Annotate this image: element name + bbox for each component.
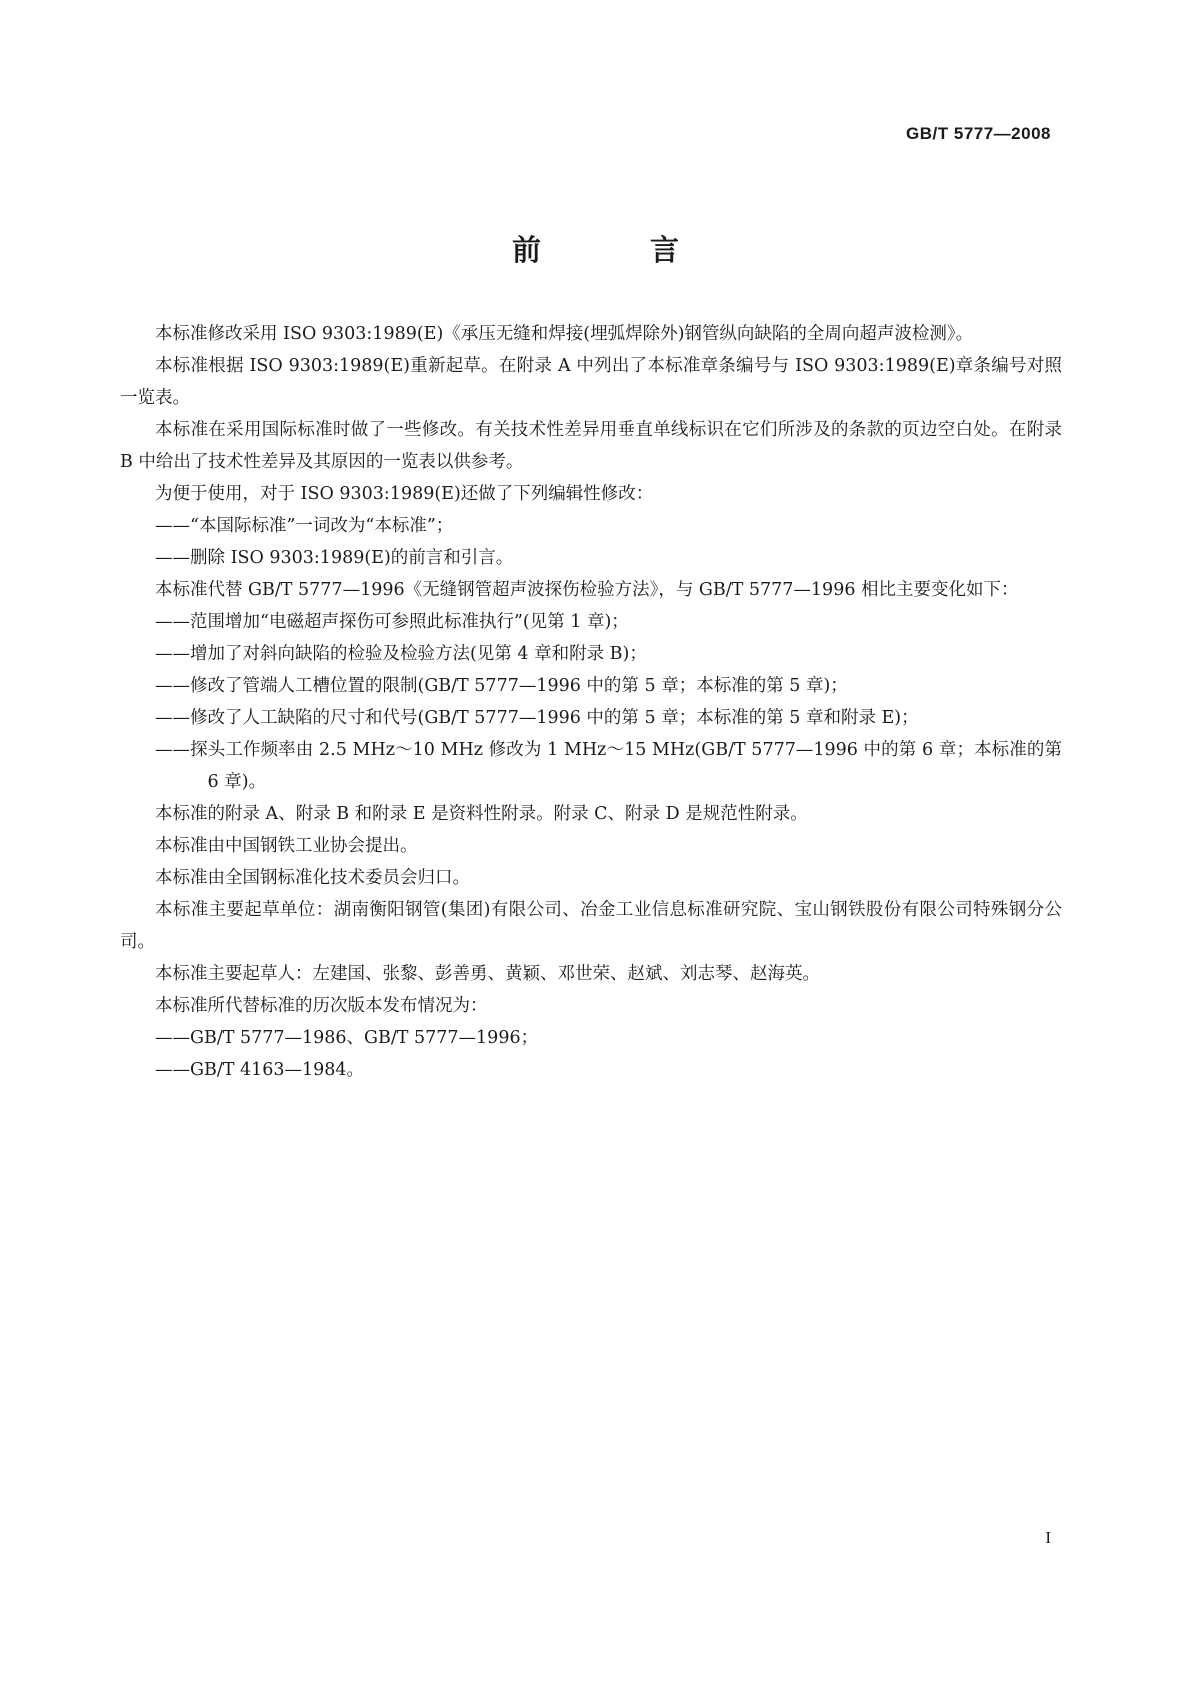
paragraph: 本标准由全国钢标准化技术委员会归口。 [155, 868, 470, 888]
list-item: ——“本国际标准”一词改为“本标准”； [155, 516, 454, 536]
list-item: ——GB/T 4163—1984。 [155, 1060, 365, 1080]
paragraph: 本标准由中国钢铁工业协会提出。 [155, 836, 418, 856]
list-item: ——修改了管端人工槽位置的限制(GB/T 5777—1996 中的第 5 章；本标准的第 5 章)； [155, 676, 848, 696]
paragraph: 本标准代替 GB/T 5777—1996《无缝钢管超声波探伤检验方法》，与 GB/T 5777—1996 相比主要变化如下： [155, 580, 1019, 600]
list-item: ——增加了对斜向缺陷的检验及检验方法(见第 4 章和附录 B)； [155, 644, 647, 664]
list-item: ——删除 ISO 9303:1989(E)的前言和引言。 [155, 548, 514, 568]
page-title: 前 言 [511, 233, 719, 267]
page-number: I [1045, 1528, 1051, 1547]
standard-code: GB/T 5777—2008 [906, 124, 1051, 143]
paragraph: 本标准主要起草人：左建国、张黎、彭善勇、黄颖、邓世荣、赵斌、刘志琴、赵海英。 [155, 964, 820, 984]
paragraph: 本标准所代替标准的历次版本发布情况为： [155, 996, 488, 1016]
paragraph: 本标准根据 ISO 9303:1989(E)重新起草。在附录 A 中列出了本标准章条编号与 ISO 9303:1989(E)章条编号对照一览表。 [120, 356, 1062, 408]
list-item: ——修改了人工缺陷的尺寸和代号(GB/T 5777—1996 中的第 5 章；本标准的第 5 章和附录 E)； [155, 708, 919, 728]
paragraph: 本标准主要起草单位：湖南衡阳钢管(集团)有限公司、冶金工业信息标准研究院、宝山钢铁股份有限公司特殊钢分公司。 [120, 900, 1062, 952]
paragraph: 为便于使用，对于 ISO 9303:1989(E)还做了下列编辑性修改： [155, 484, 654, 504]
paragraph: 本标准在采用国际标准时做了一些修改。有关技术性差异用垂直单线标识在它们所涉及的条款的页边空白处。在附录 B 中给出了技术性差异及其原因的一览表以供参考。 [120, 420, 1062, 472]
paragraph: 本标准修改采用 ISO 9303:1989(E)《承压无缝和焊接(埋弧焊除外)钢管纵向缺陷的全周向超声波检测》。 [155, 324, 974, 344]
foreword-body [120, 318, 1062, 1086]
list-item: ——范围增加“电磁超声探伤可参照此标准执行”(见第 1 章)； [155, 612, 629, 632]
paragraph: 本标准的附录 A、附录 B 和附录 E 是资料性附录。附录 C、附录 D 是规范性附录。 [155, 804, 808, 824]
list-item: ——GB/T 5777—1986、GB/T 5777—1996； [155, 1028, 539, 1048]
list-item: ——探头工作频率由 2.5 MHz～10 MHz 修改为 1 MHz～15 MHz(GB/T 5777—1996 中的第 6 章；本标准的第 6 章)。 [155, 740, 1062, 792]
